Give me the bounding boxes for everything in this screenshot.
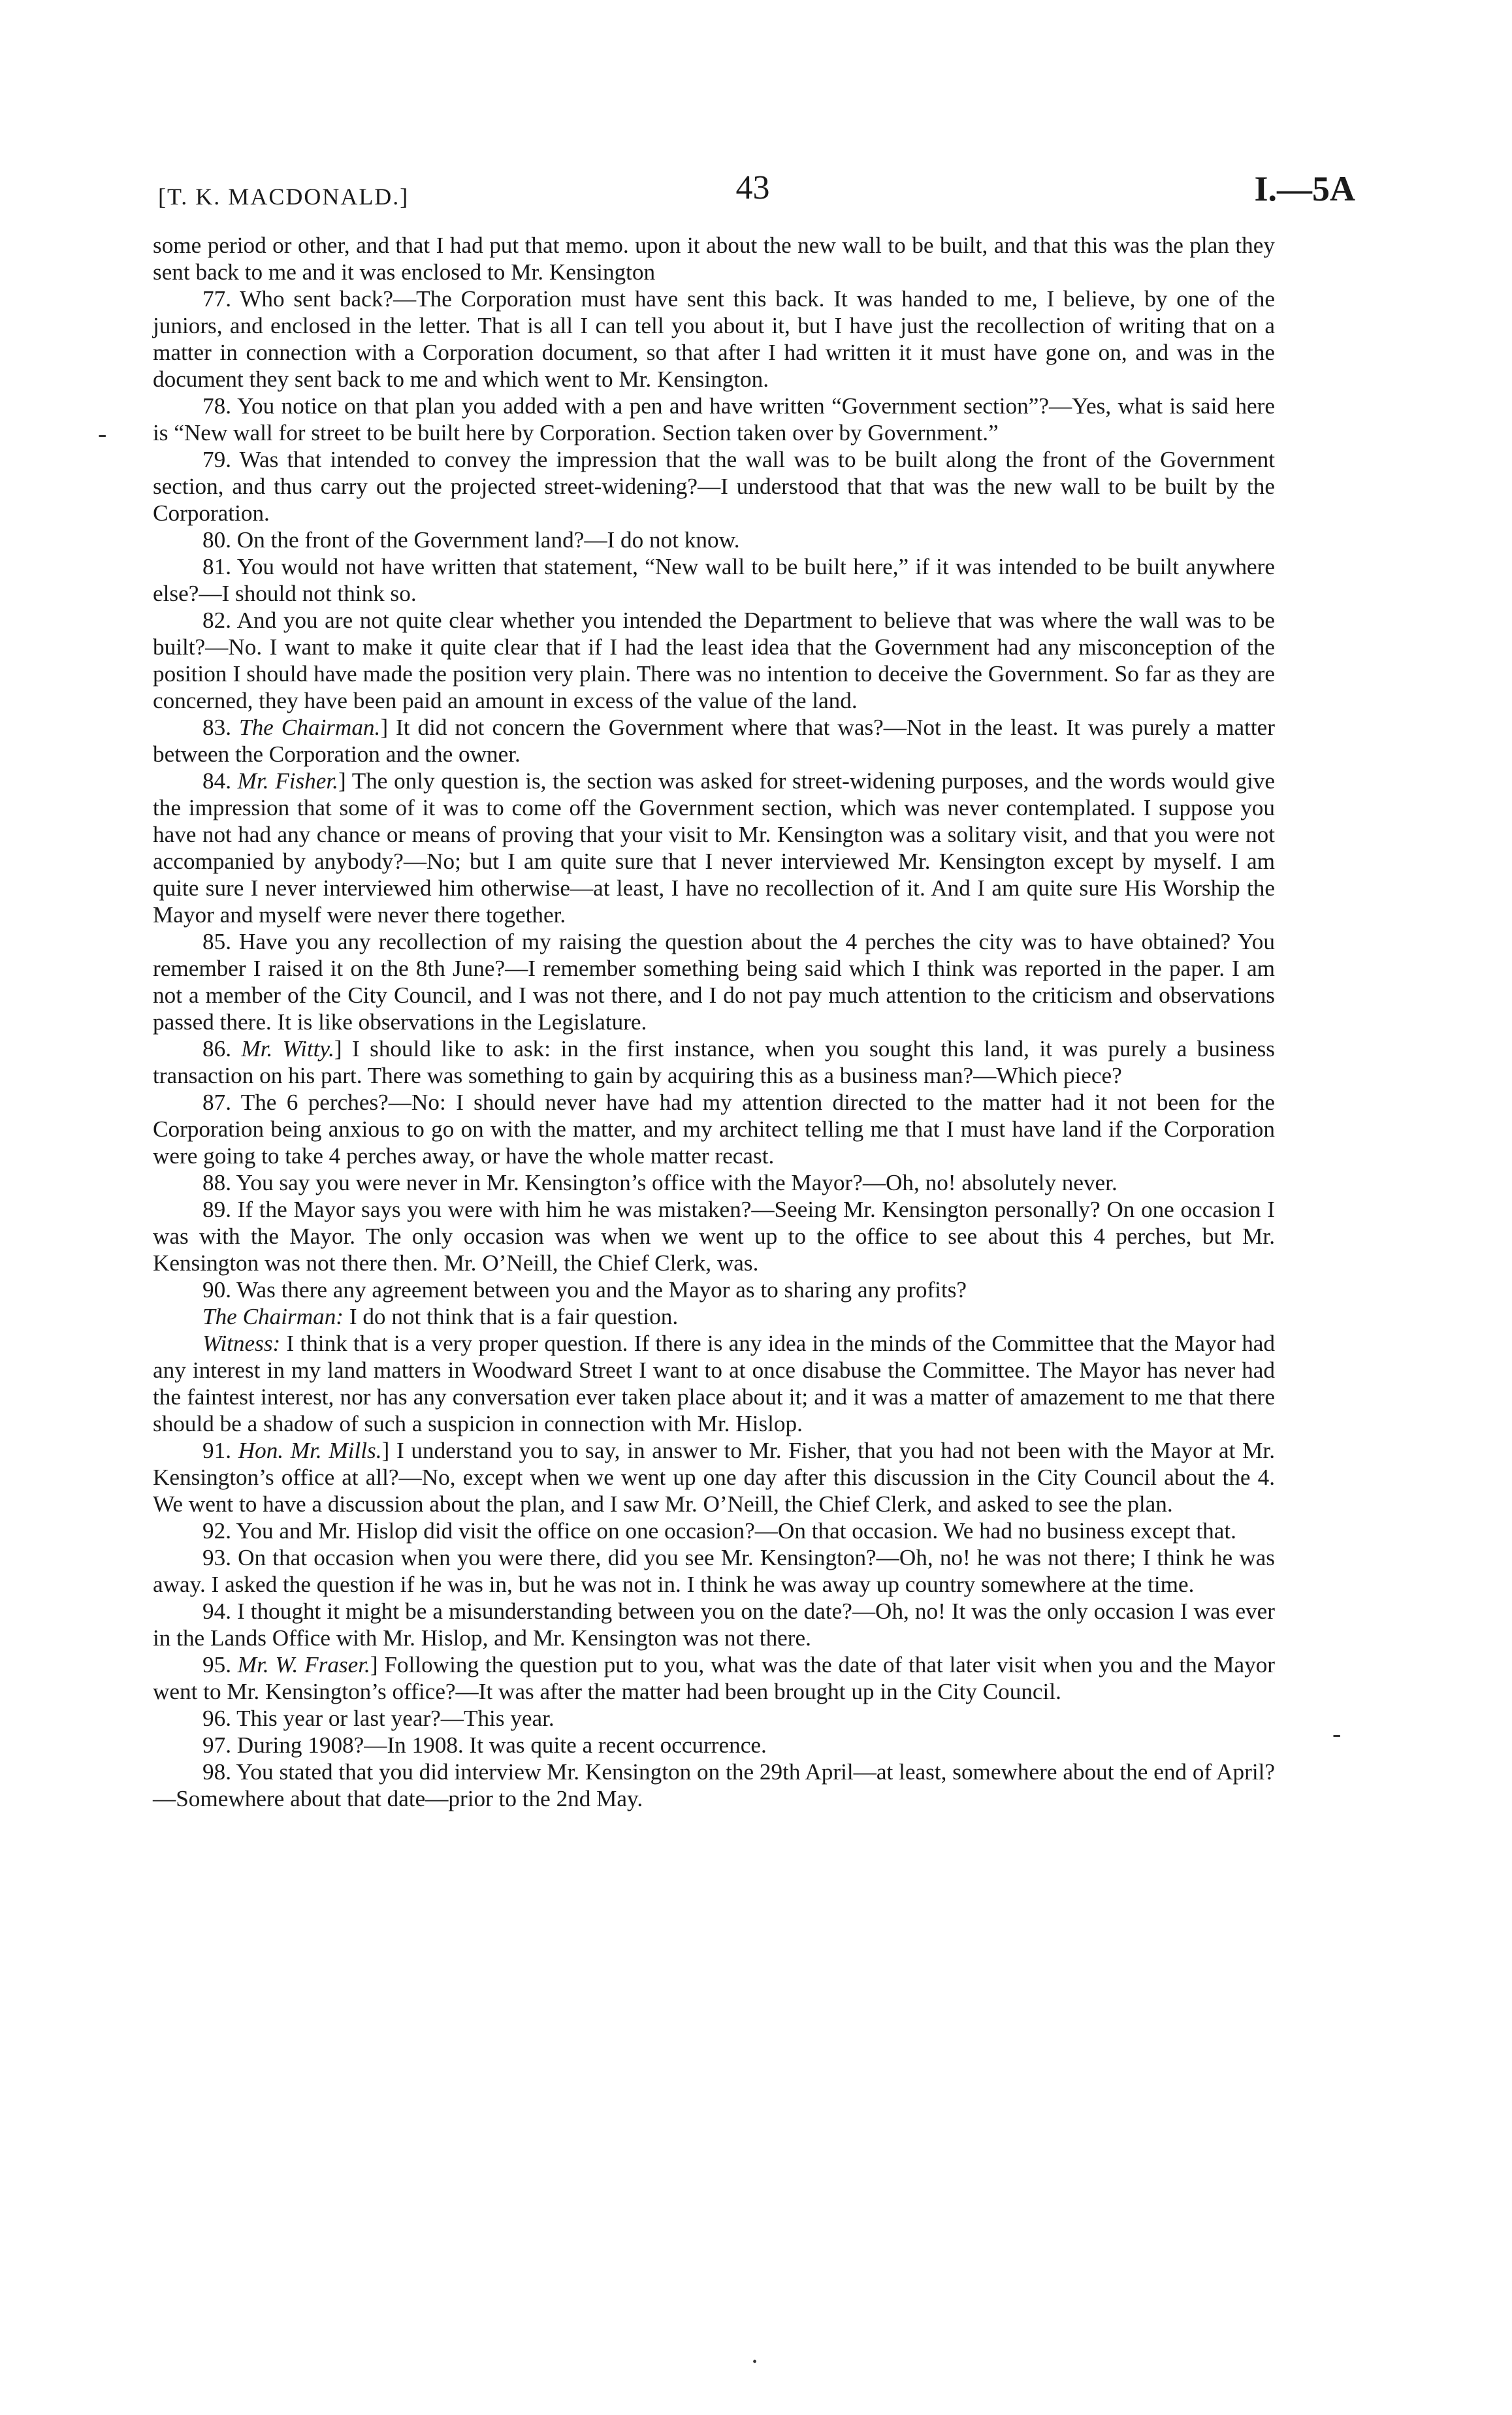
speaker: Mr. Fisher. — [237, 768, 338, 794]
margin-mark: - — [1332, 1719, 1342, 1748]
paragraph: 95. Mr. W. Fraser.] Following the question put to you, what was the date of that later visit when you and the Mayor went to Mr. Kensington’s office?—It was after the matter had been brought up in the City Council. — [153, 1652, 1275, 1704]
paragraph: 85. Have you any recollection of my raising the question about the 4 perches the city was to have obtained? You remember I raised it on the 8th June?—I remember something being said which I think was reported in the paper. I am not a member of the City Council, and I was not there, and I do not pay much attention to the criticism and observations passed there. It is like observations in the Legislature. — [153, 929, 1275, 1035]
speaker: Hon. Mr. Mills. — [238, 1438, 382, 1463]
speaker: The Chairman. — [239, 715, 381, 740]
paragraph: 79. Was that intended to convey the impression that the wall was to be built along the front of the Government section, and thus carry out the projected street-widening?—I understood that that was the new wall to be built by the Corporation. — [153, 447, 1275, 526]
paragraph: 83. The Chairman.] It did not concern the Government where that was?—Not in the least. It was purely a matter between the Corporation and the owner. — [153, 715, 1276, 767]
paper-reference: I.—5A — [1254, 169, 1355, 208]
paragraph: The Chairman: I do not think that is a fair question. — [202, 1304, 679, 1329]
paragraph: 90. Was there any agreement between you and the Mayor as to sharing any profits? — [202, 1277, 967, 1303]
paragraph: 86. Mr. Witty.] I should like to ask: in the first instance, when you sought this land, it was purely a business transaction on his part. There was something to gain by acquiring this as a business man?—Which piece? — [153, 1036, 1276, 1088]
paragraph: 91. Hon. Mr. Mills.] I understand you to say, in answer to Mr. Fisher, that you had not been with the Mayor at Mr. Kensington’s office at all?—No, except when we went up one day after this discussion in the City Council about the 4. We went to have a discussion about the plan, and I saw Mr. O’Neill, the Chief Clerk, and asked to see the plan. — [153, 1438, 1276, 1517]
paragraph: 80. On the front of the Government land?—I do not know. — [202, 527, 740, 553]
paragraph: 84. Mr. Fisher.] The only question is, the section was asked for street-widening purposes, and the words would give the impression that some of it was to come off the Government section, which was never contemplated. I suppose you have not had any chance or means of proving that your visit to Mr. Kensington was a solitary visit, and that you were not accompanied by anybody?—No; but I am quite sure that I never interviewed Mr. Kensington except by myself. I am quite sure I never interviewed him otherwise—at least, I have no recollection of it. And I am quite sure His Worship the Mayor and myself were never there together. — [153, 768, 1276, 928]
margin-mark: • — [752, 2355, 758, 2369]
paragraph: 88. You say you were never in Mr. Kensington’s office with the Mayor?—Oh, no! absolutely never. — [202, 1170, 1118, 1195]
paragraph: 78. You notice on that plan you added with a pen and have written “Government section”?—Yes, what is said here is “New wall for street to be built here by Corporation. Section taken over by Government.” — [153, 393, 1275, 446]
paragraph: 77. Who sent back?—The Corporation must have sent this back. It was handed to me, I believe, by one of the juniors, and enclosed in the letter. That is all I can tell you about it, but I have just the recollection of writing that on a matter in connection with a Corporation document, so that after I had written it it must have gone on, and was in the document they sent back to me and which went to Mr. Kensington. — [153, 286, 1275, 392]
witness-name: [T. K. MACDONALD.] — [158, 184, 410, 210]
testimony-body — [153, 232, 1275, 1812]
paragraph: 93. On that occasion when you were there, did you see Mr. Kensington?—Oh, no! he was not there; I think he was away. I asked the question if he was in, but he was not in. I think he was away up country somewhere at the time. — [153, 1545, 1275, 1597]
paragraph: 92. You and Mr. Hislop did visit the office on one occasion?—On that occasion. We had no business except that. — [202, 1518, 1236, 1544]
paragraph: 97. During 1908?—In 1908. It was quite a recent occurrence. — [202, 1732, 767, 1758]
paragraph: 98. You stated that you did interview Mr. Kensington on the 29th April—at least, somewhere about the end of April?—Somewhere about that date—prior to the 2nd May. — [153, 1759, 1275, 1811]
speaker: Witness: — [202, 1331, 281, 1356]
paragraph: Witness: I think that is a very proper question. If there is any idea in the minds of the Committee that the Mayor had any interest in my land matters in Woodward Street I want to at once disabuse the Committee. The Mayor has never had the faintest interest, nor has any conversation ever taken place about it; and it was a matter of amazement to me that there should be a shadow of such a suspicion in connection with Mr. Hislop. — [153, 1331, 1275, 1436]
margin-mark: - — [98, 419, 107, 448]
paragraph: 87. The 6 perches?—No: I should never have had my attention directed to the matter had it not been for the Corporation being anxious to go on with the matter, and my architect telling me that I must have land if the Corporation were going to take 4 perches away, or have the whole matter recast. — [153, 1090, 1275, 1169]
page-header — [150, 169, 1355, 221]
paragraph: 82. And you are not quite clear whether you intended the Department to believe that was where the wall was to be built?—No. I want to make it quite clear that if I had the least idea that the Government had any misconception of the position I should have made the position very plain. There was no intention to deceive the Government. So far as they are concerned, they have been paid an amount in excess of the value of the land. — [153, 608, 1275, 713]
paragraph: 96. This year or last year?—This year. — [202, 1706, 555, 1731]
page-number: 43 — [735, 169, 770, 206]
paragraph: 94. I thought it might be a misunderstanding between you on the date?—Oh, no! It was the only occasion I was ever in the Lands Office with Mr. Hislop, and Mr. Kensington was not there. — [153, 1598, 1275, 1651]
paragraph: 81. You would not have written that statement, “New wall to be built here,” if it was intended to be built anywhere else?—I should not think so. — [153, 554, 1275, 606]
speaker: Mr. Witty. — [241, 1036, 334, 1062]
paragraph: some period or other, and that I had put that memo. upon it about the new wall to be built, and that this was the plan they sent back to me and it was enclosed to Mr. Kensington — [153, 233, 1275, 285]
speaker: Mr. W. Fraser. — [237, 1652, 370, 1678]
paragraph: 89. If the Mayor says you were with him he was mistaken?—Seeing Mr. Kensington personally? On one occasion I was with the Mayor. The only occasion was when we went up to the office to see about this 4 perches, but Mr. Kensington was not there then. Mr. O’Neill, the Chief Clerk, was. — [153, 1197, 1275, 1276]
speaker: The Chairman: — [202, 1304, 344, 1329]
